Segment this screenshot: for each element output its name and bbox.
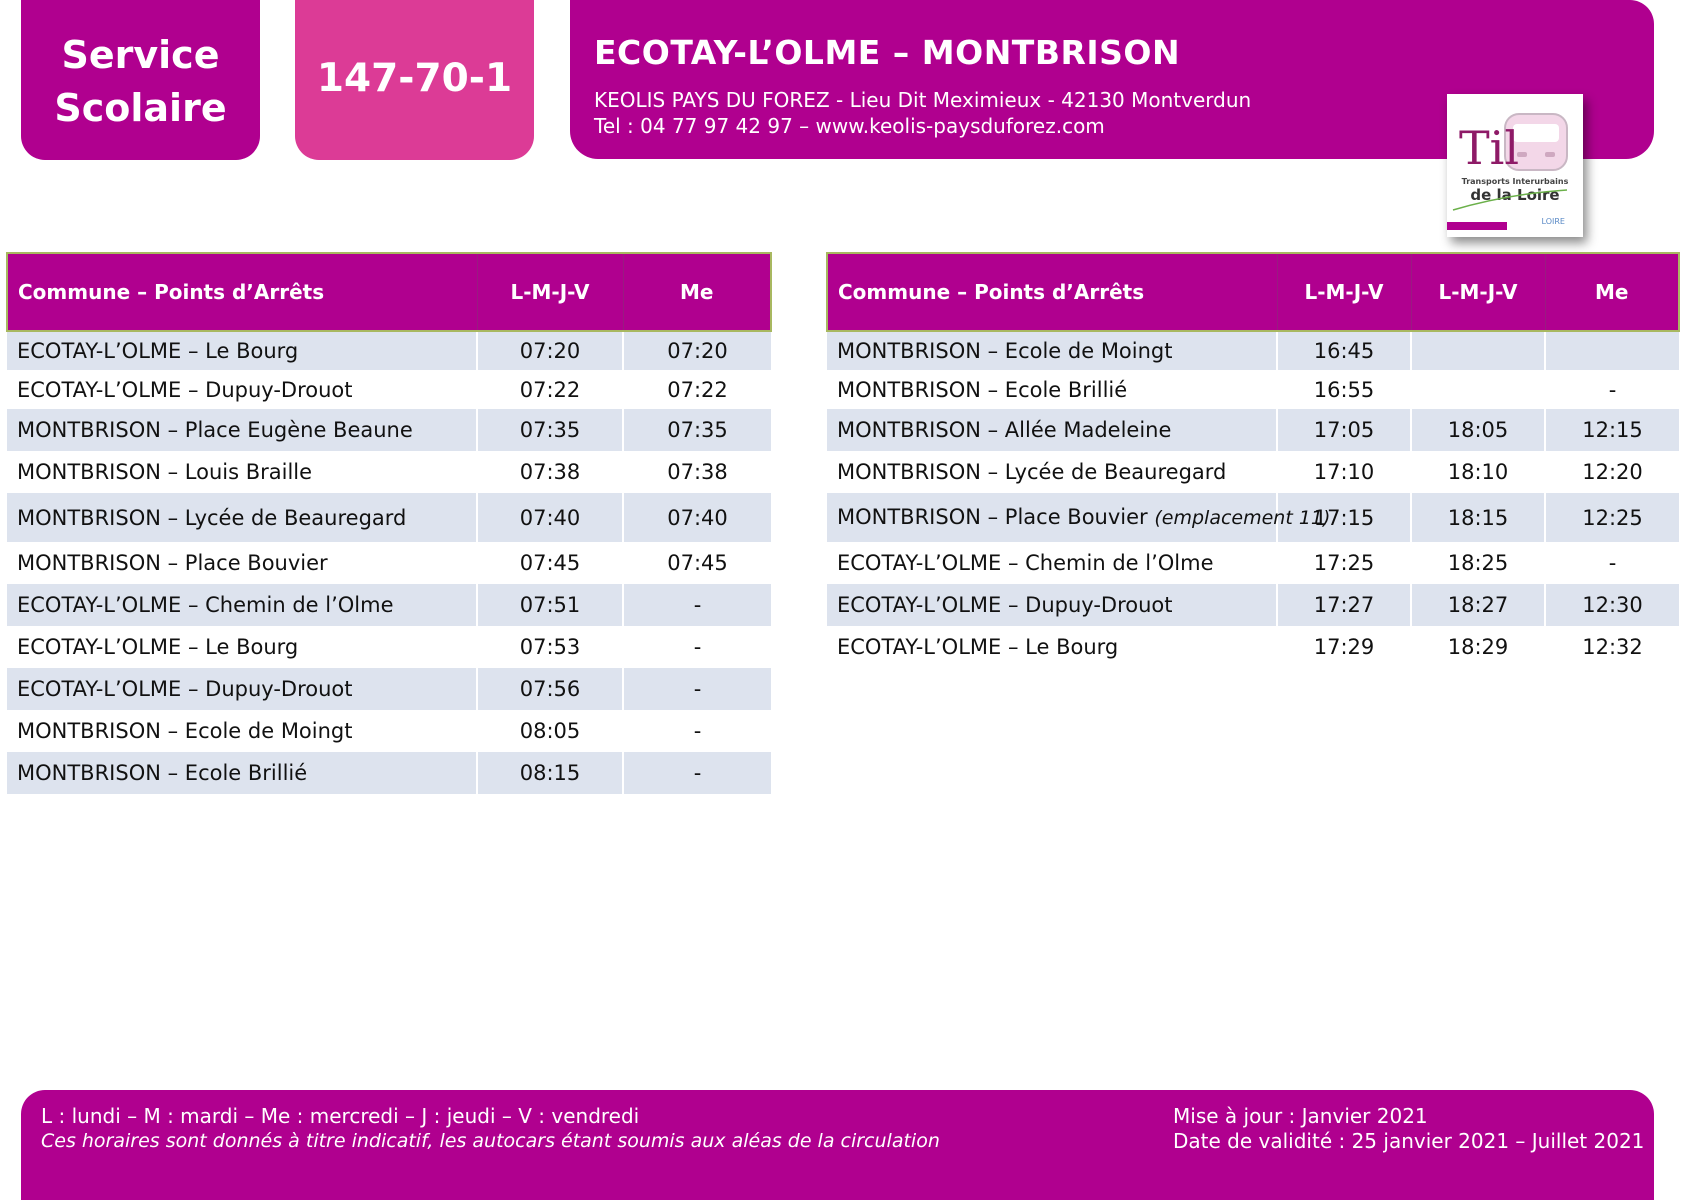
service-type-badge (21, 0, 260, 160)
logo-brand: Til (1459, 121, 1520, 175)
outbound-header-lmjv: L-M-J-V (477, 253, 623, 331)
time-lmjv-2: 18:10 (1411, 451, 1545, 493)
time-lmjv: 07:38 (477, 451, 623, 493)
time-me: - (623, 710, 771, 752)
time-lmjv-1: 17:25 (1277, 542, 1411, 584)
time-me: - (1545, 370, 1679, 409)
time-lmjv-1: 17:27 (1277, 584, 1411, 626)
day-legend: L : lundi – M : mardi – Me : mercredi – J : jeudi – V : vendredi (41, 1104, 640, 1128)
stop-name: ECOTAY-L’OLME – Dupuy-Drouot (7, 370, 477, 409)
outbound-header-stop: Commune – Points d’Arrêts (7, 253, 477, 331)
outbound-header-me: Me (623, 253, 771, 331)
time-lmjv: 07:40 (477, 493, 623, 542)
stop-name: MONTBRISON – Ecole de Moingt (827, 331, 1277, 370)
table-row (827, 493, 1679, 542)
outbound-timetable (6, 252, 772, 794)
time-lmjv: 08:15 (477, 752, 623, 794)
time-lmjv: 07:56 (477, 668, 623, 710)
stop-name: ECOTAY-L’OLME – Chemin de l’Olme (7, 584, 477, 626)
table-row (7, 370, 771, 409)
time-me: 07:38 (623, 451, 771, 493)
table-row (7, 626, 771, 668)
table-row (7, 542, 771, 584)
operator-address: KEOLIS PAYS DU FOREZ - Lieu Dit Meximieux - 42130 Montverdun (594, 88, 1252, 112)
service-label-line1: Service (61, 33, 220, 77)
stop-note: (emplacement 11) (1154, 506, 1331, 529)
time-lmjv-2: 18:15 (1411, 493, 1545, 542)
logo-region: de la Loire (1470, 186, 1560, 204)
time-lmjv-1: 16:45 (1277, 331, 1411, 370)
time-lmjv-2 (1411, 331, 1545, 370)
stop-name-text: MONTBRISON – Place Bouvier (837, 504, 1148, 529)
validity-period: Date de validité : 25 janvier 2021 – Juillet 2021 (1173, 1129, 1645, 1153)
return-header-lmjv-1: L-M-J-V (1277, 253, 1411, 331)
update-date: Mise à jour : Janvier 2021 (1173, 1104, 1428, 1128)
stop-name: MONTBRISON – Louis Braille (7, 451, 477, 493)
return-header-stop: Commune – Points d’Arrêts (827, 253, 1277, 331)
table-row (7, 451, 771, 493)
time-me: 12:30 (1545, 584, 1679, 626)
logo-small-mark: LOIRE (1541, 217, 1565, 226)
table-row (827, 331, 1679, 370)
line-code-badge (295, 0, 534, 160)
time-lmjv-1: 17:15 (1277, 493, 1411, 542)
time-lmjv-1: 17:05 (1277, 409, 1411, 451)
time-me: 07:45 (623, 542, 771, 584)
time-lmjv: 07:35 (477, 409, 623, 451)
time-me: - (1545, 542, 1679, 584)
table-row (7, 331, 771, 370)
stop-name: MONTBRISON – Ecole de Moingt (7, 710, 477, 752)
time-me: 12:32 (1545, 626, 1679, 668)
time-me: 12:15 (1545, 409, 1679, 451)
time-me: - (623, 626, 771, 668)
stop-name: MONTBRISON – Place Bouvier (7, 542, 477, 584)
table-row (7, 668, 771, 710)
outbound-header-row (7, 253, 771, 331)
time-me (1545, 331, 1679, 370)
time-lmjv: 07:45 (477, 542, 623, 584)
table-row (827, 626, 1679, 668)
service-label-line2: Scolaire (54, 86, 227, 130)
table-row (827, 542, 1679, 584)
return-timetable (826, 252, 1680, 668)
validity-info (1173, 1104, 1644, 1154)
stop-name: ECOTAY-L’OLME – Dupuy-Drouot (7, 668, 477, 710)
time-lmjv-2 (1411, 370, 1545, 409)
time-lmjv: 07:53 (477, 626, 623, 668)
time-lmjv-2: 18:25 (1411, 542, 1545, 584)
route-title: ECOTAY-L’OLME – MONTBRISON (594, 33, 1181, 72)
stop-name: MONTBRISON – Lycée de Beauregard (7, 493, 477, 542)
time-me: 07:35 (623, 409, 771, 451)
time-lmjv-2: 18:27 (1411, 584, 1545, 626)
stop-name: ECOTAY-L’OLME – Le Bourg (7, 331, 477, 370)
table-row (827, 451, 1679, 493)
table-row (7, 493, 771, 542)
stop-name: ECOTAY-L’OLME – Le Bourg (7, 626, 477, 668)
time-lmjv-2: 18:29 (1411, 626, 1545, 668)
disclaimer: Ces horaires sont donnés à titre indicatif, les autocars étant soumis aux aléas de la circulation (41, 1130, 940, 1152)
time-me: 12:20 (1545, 451, 1679, 493)
footer-band (21, 1090, 1654, 1200)
stop-name: MONTBRISON – Allée Madeleine (827, 409, 1277, 451)
time-me: 12:25 (1545, 493, 1679, 542)
table-row (7, 752, 771, 794)
table-row (7, 409, 771, 451)
time-lmjv-2: 18:05 (1411, 409, 1545, 451)
time-me: 07:22 (623, 370, 771, 409)
return-header-row (827, 253, 1679, 331)
time-lmjv-1: 17:10 (1277, 451, 1411, 493)
stop-name: MONTBRISON – Place Eugène Beaune (7, 409, 477, 451)
time-lmjv-1: 17:29 (1277, 626, 1411, 668)
til-logo (1447, 94, 1583, 237)
til-logo-icon (1447, 94, 1583, 237)
time-me: - (623, 752, 771, 794)
stop-name (827, 493, 1331, 542)
time-lmjv: 07:20 (477, 331, 623, 370)
table-row (827, 584, 1679, 626)
time-me: - (623, 668, 771, 710)
stop-name: ECOTAY-L’OLME – Chemin de l’Olme (827, 542, 1277, 584)
time-me: 07:20 (623, 331, 771, 370)
time-me: - (623, 584, 771, 626)
table-row (827, 370, 1679, 409)
return-header-me: Me (1545, 253, 1679, 331)
stop-name: MONTBRISON – Ecole Brillié (827, 370, 1277, 409)
time-me: 07:40 (623, 493, 771, 542)
line-code: 147-70-1 (316, 55, 513, 101)
operator-contact: Tel : 04 77 97 42 97 – www.keolis-paysduforez.com (594, 114, 1105, 138)
time-lmjv: 07:22 (477, 370, 623, 409)
table-row (7, 584, 771, 626)
stop-name: MONTBRISON – Lycée de Beauregard (827, 451, 1277, 493)
time-lmjv: 08:05 (477, 710, 623, 752)
table-row (7, 710, 771, 752)
time-lmjv-1: 16:55 (1277, 370, 1411, 409)
stop-name: MONTBRISON – Ecole Brillié (7, 752, 477, 794)
stop-name: ECOTAY-L’OLME – Le Bourg (827, 626, 1277, 668)
table-row (827, 409, 1679, 451)
time-lmjv: 07:51 (477, 584, 623, 626)
logo-subtitle: Transports Interurbains (1461, 177, 1569, 186)
return-header-lmjv-2: L-M-J-V (1411, 253, 1545, 331)
stop-name: ECOTAY-L’OLME – Dupuy-Drouot (827, 584, 1277, 626)
